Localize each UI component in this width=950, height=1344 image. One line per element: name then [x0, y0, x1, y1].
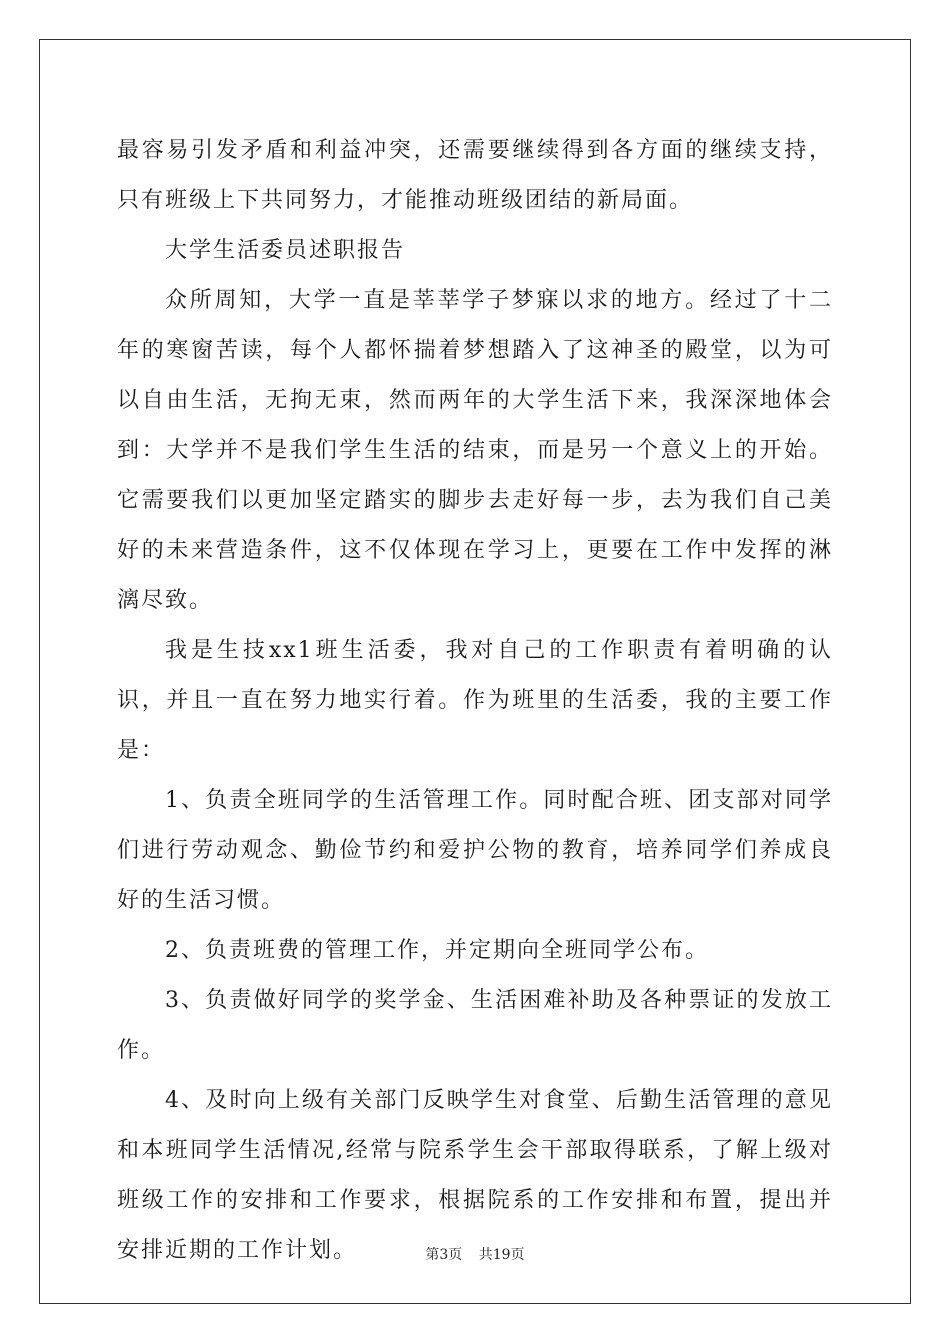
duty-item-4: 4、及时向上级有关部门反映学生对食堂、后勤生活管理的意见和本班同学生活情况,经常与院系学生会干部取得联系，了解上级对班级工作的安排和工作要求，根据院系的工作安排和布置，提出并安排近期的工作计划。: [117, 1088, 833, 1263]
page-number-current: 第3页: [425, 1247, 463, 1263]
paragraph-intro: 众所周知，大学一直是莘莘学子梦寐以求的地方。经过了十二年的寒窗苦读，每个人都怀揣着梦想踏入了这神圣的殿堂，以为可以自由生活，无拘无束，然而两年的大学生活下来，我深深地体会到：大学并不是我们学生生活的结束，而是另一个意义上的开始。它需要我们以更加坚定踏实的脚步去走好每一步，去为我们自己美好的未来营造条件，这不仅体现在学习上，更要在工作中发挥的淋漓尽致。: [117, 288, 833, 613]
page-footer: [0, 1245, 950, 1265]
document-body: [117, 126, 833, 1276]
paragraph-continuation: 最容易引发矛盾和利益冲突，还需要继续得到各方面的继续支持，只有班级上下共同努力，才能推动班级团结的新局面。: [117, 138, 833, 213]
duty-item-1: 1、负责全班同学的生活管理工作。同时配合班、团支部对同学们进行劳动观念、勤俭节约和爱护公物的教育，培养同学们养成良好的生活习惯。: [117, 788, 833, 913]
duty-item-3: 3、负责做好同学的奖学金、生活困难补助及各种票证的发放工作。: [117, 988, 833, 1063]
report-title: 大学生活委员述职报告: [165, 238, 406, 263]
page-number-total: 共19页: [478, 1247, 525, 1263]
duty-item-2: 2、负责班费的管理工作，并定期向全班同学公布。: [165, 938, 709, 963]
paragraph-role: 我是生技xx1班生活委，我对自己的工作职责有着明确的认识，并且一直在努力地实行着。作为班里的生活委，我的主要工作是：: [117, 638, 833, 763]
